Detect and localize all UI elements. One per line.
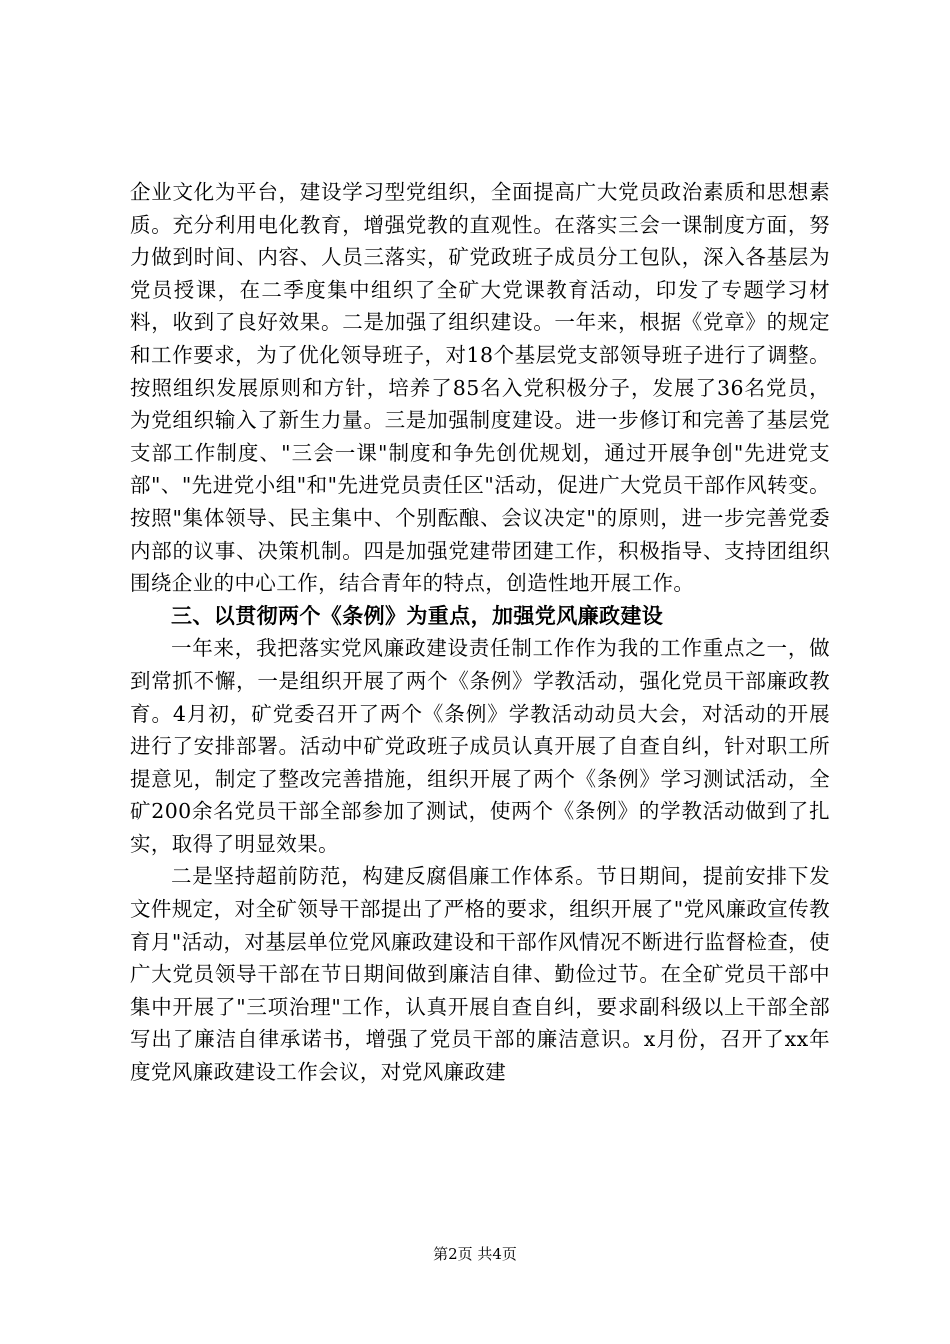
section-heading: 三、以贯彻两个《条例》为重点，加强党风廉政建设 [171, 603, 664, 628]
page-footer: 第2页 共4页 [433, 1245, 517, 1263]
body-paragraph-2: 一年来，我把落实党风廉政建设责任制工作作为我的工作重点之一，做到常抓不懈，一是组织开展了两个《条例》学教活动，强化党员干部廉政教育。4月初，矿党委召开了两个《条例》学教活动动员大会，对活动的开展进行了安排部署。活动中矿党政班子成员认真开展了自查自纠，针对职工所提意见，制定了整改完善措施，组织开展了两个《条例》学习测试活动，全矿200余名党员干部全部参加了测试，使两个《条例》的学教活动做到了扎实，取得了明显效果。 [130, 636, 830, 856]
body-paragraph-1: 企业文化为平台，建设学习型党组织，全面提高广大党员政治素质和思想素质。充分利用电化教育，增强党教的直观性。在落实三会一课制度方面，努力做到时间、内容、人员三落实，矿党政班子成员分工包队，深入各基层为党员授课，在二季度集中组织了全矿大党课教育活动，印发了专题学习材料，收到了良好效果。二是加强了组织建设。一年来，根据《党章》的规定和工作要求，为了优化领导班子，对18个基层党支部领导班子进行了调整。按照组织发展原则和方针，培养了85名入党积极分子，发展了36名党员，为党组织输入了新生力量。三是加强制度建设。进一步修订和完善了基层党支部工作制度、"三会一课"制度和争先创优规划，通过开展争创"先进党支部"、"先进党小组"和"先进党员责任区"活动，促进广大党员干部作风转变。按照"集体领导、民主集中、个别酝酿、会议决定"的原则，进一步完善党委内部的议事、决策机制。四是加强党建带团建工作，积极指导、支持团组织围绕企业的中心工作，结合青年的特点，创造性地开展工作。 [130, 180, 830, 596]
body-paragraph-3: 二是坚持超前防范，构建反腐倡廉工作体系。节日期间，提前安排下发文件规定，对全矿领导干部提出了严格的要求，组织开展了"党风廉政宣传教育月"活动，对基层单位党风廉政建设和干部作风情况不断进行监督检查，使广大党员领导干部在节日期间做到廉洁自律、勤俭过节。在全矿党员干部中集中开展了"三项治理"工作，认真开展自查自纠，要求副科级以上干部全部写出了廉洁自律承诺书，增强了党员干部的廉洁意识。x月份，召开了xx年度党风廉政建设工作会议，对党风廉政建 [130, 864, 830, 1085]
document-body [130, 176, 830, 1089]
